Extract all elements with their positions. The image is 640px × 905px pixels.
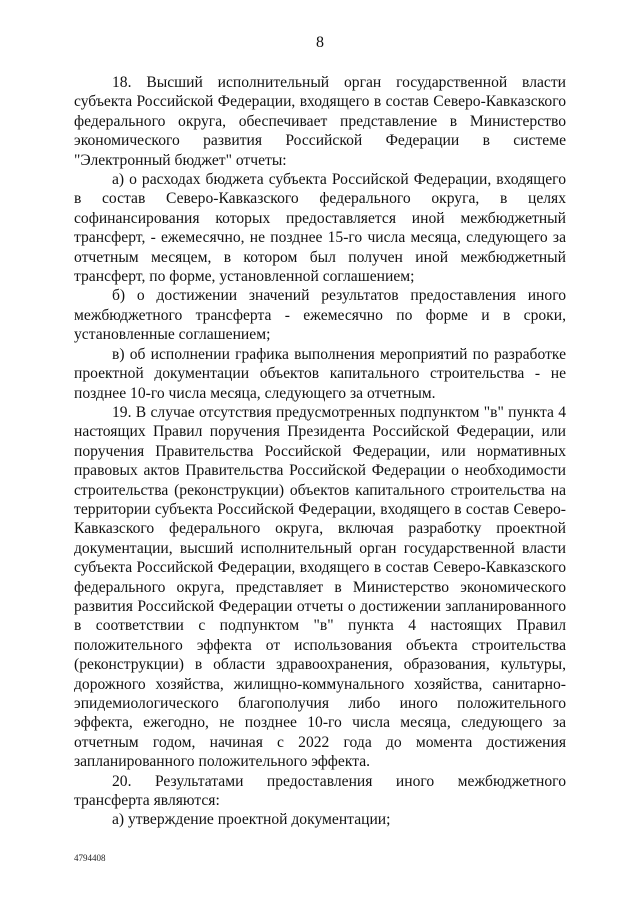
paragraph-18: 18. Высший исполнительный орган государственной власти субъекта Российской Федерации, входящего в состав Северо-Кавказского федерального округа, обеспечивает представление в Министерство экономического развития Российской Федерации в системе "Электронный бюджет" отчеты:: [74, 74, 566, 169]
page-number: 8: [316, 34, 324, 51]
paragraph-20: 20. Результатами предоставления иного межбюджетного трансферта являются:: [74, 772, 566, 810]
document-body: [74, 73, 566, 830]
paragraph-18-v: в) об исполнении графика выполнения мероприятий по разработке проектной документации объектов капитального строительства - не позднее 10-го числа месяца, следующего за отчетным.: [74, 345, 566, 402]
paragraph-19: 19. В случае отсутствия предусмотренных подпунктом "в" пункта 4 настоящих Правил поручения Президента Российской Федерации, или поручения Правительства Российской Федерации, или нормативных правовых актов Правительства Российской Федерации о необходимости строительства (реконструкции) объектов капитального строительства на территории субъекта Российской Федерации, входящего в состав Северо-Кавказского федерального округа, включая разработку проектной документации, высший исполнительный орган государственной власти субъекта Российской Федерации, входящего в состав Северо-Кавказского федерального округа, представляет в Министерство экономического развития Российской Федерации отчеты о достижении запланированного в соответствии с подпунктом "в" пункта 4 настоящих Правил положительного эффекта от использования объекта строительства (реконструкции) в области здравоохранения, образования, культуры, дорожного хозяйства, жилищно-коммунального хозяйства, санитарно-эпидемиологического благополучия либо иного положительного эффекта, ежегодно, не позднее 10-го числа месяца, следующего за отчетным годом, начиная с 2022 года до момента достижения запланированного положительного эффекта.: [74, 403, 566, 771]
document-id: 4794408: [74, 853, 106, 863]
paragraph-18-b: б) о достижении значений результатов предоставления иного межбюджетного трансферта - ежемесячно по форме и в сроки, установленные соглашением;: [74, 287, 566, 344]
paragraph-20-a: а) утверждение проектной документации;: [112, 811, 391, 829]
paragraph-18-a: а) о расходах бюджета субъекта Российской Федерации, входящего в состав Северо-Кавказского федерального округа, в целях софинансирования которых предоставляется иной межбюджетный трансферт, - ежемесячно, не позднее 15-го числа месяца, следующего за отчетным месяцем, в котором был получен иной межбюджетный трансферт, по форме, установленной соглашением;: [74, 171, 566, 286]
